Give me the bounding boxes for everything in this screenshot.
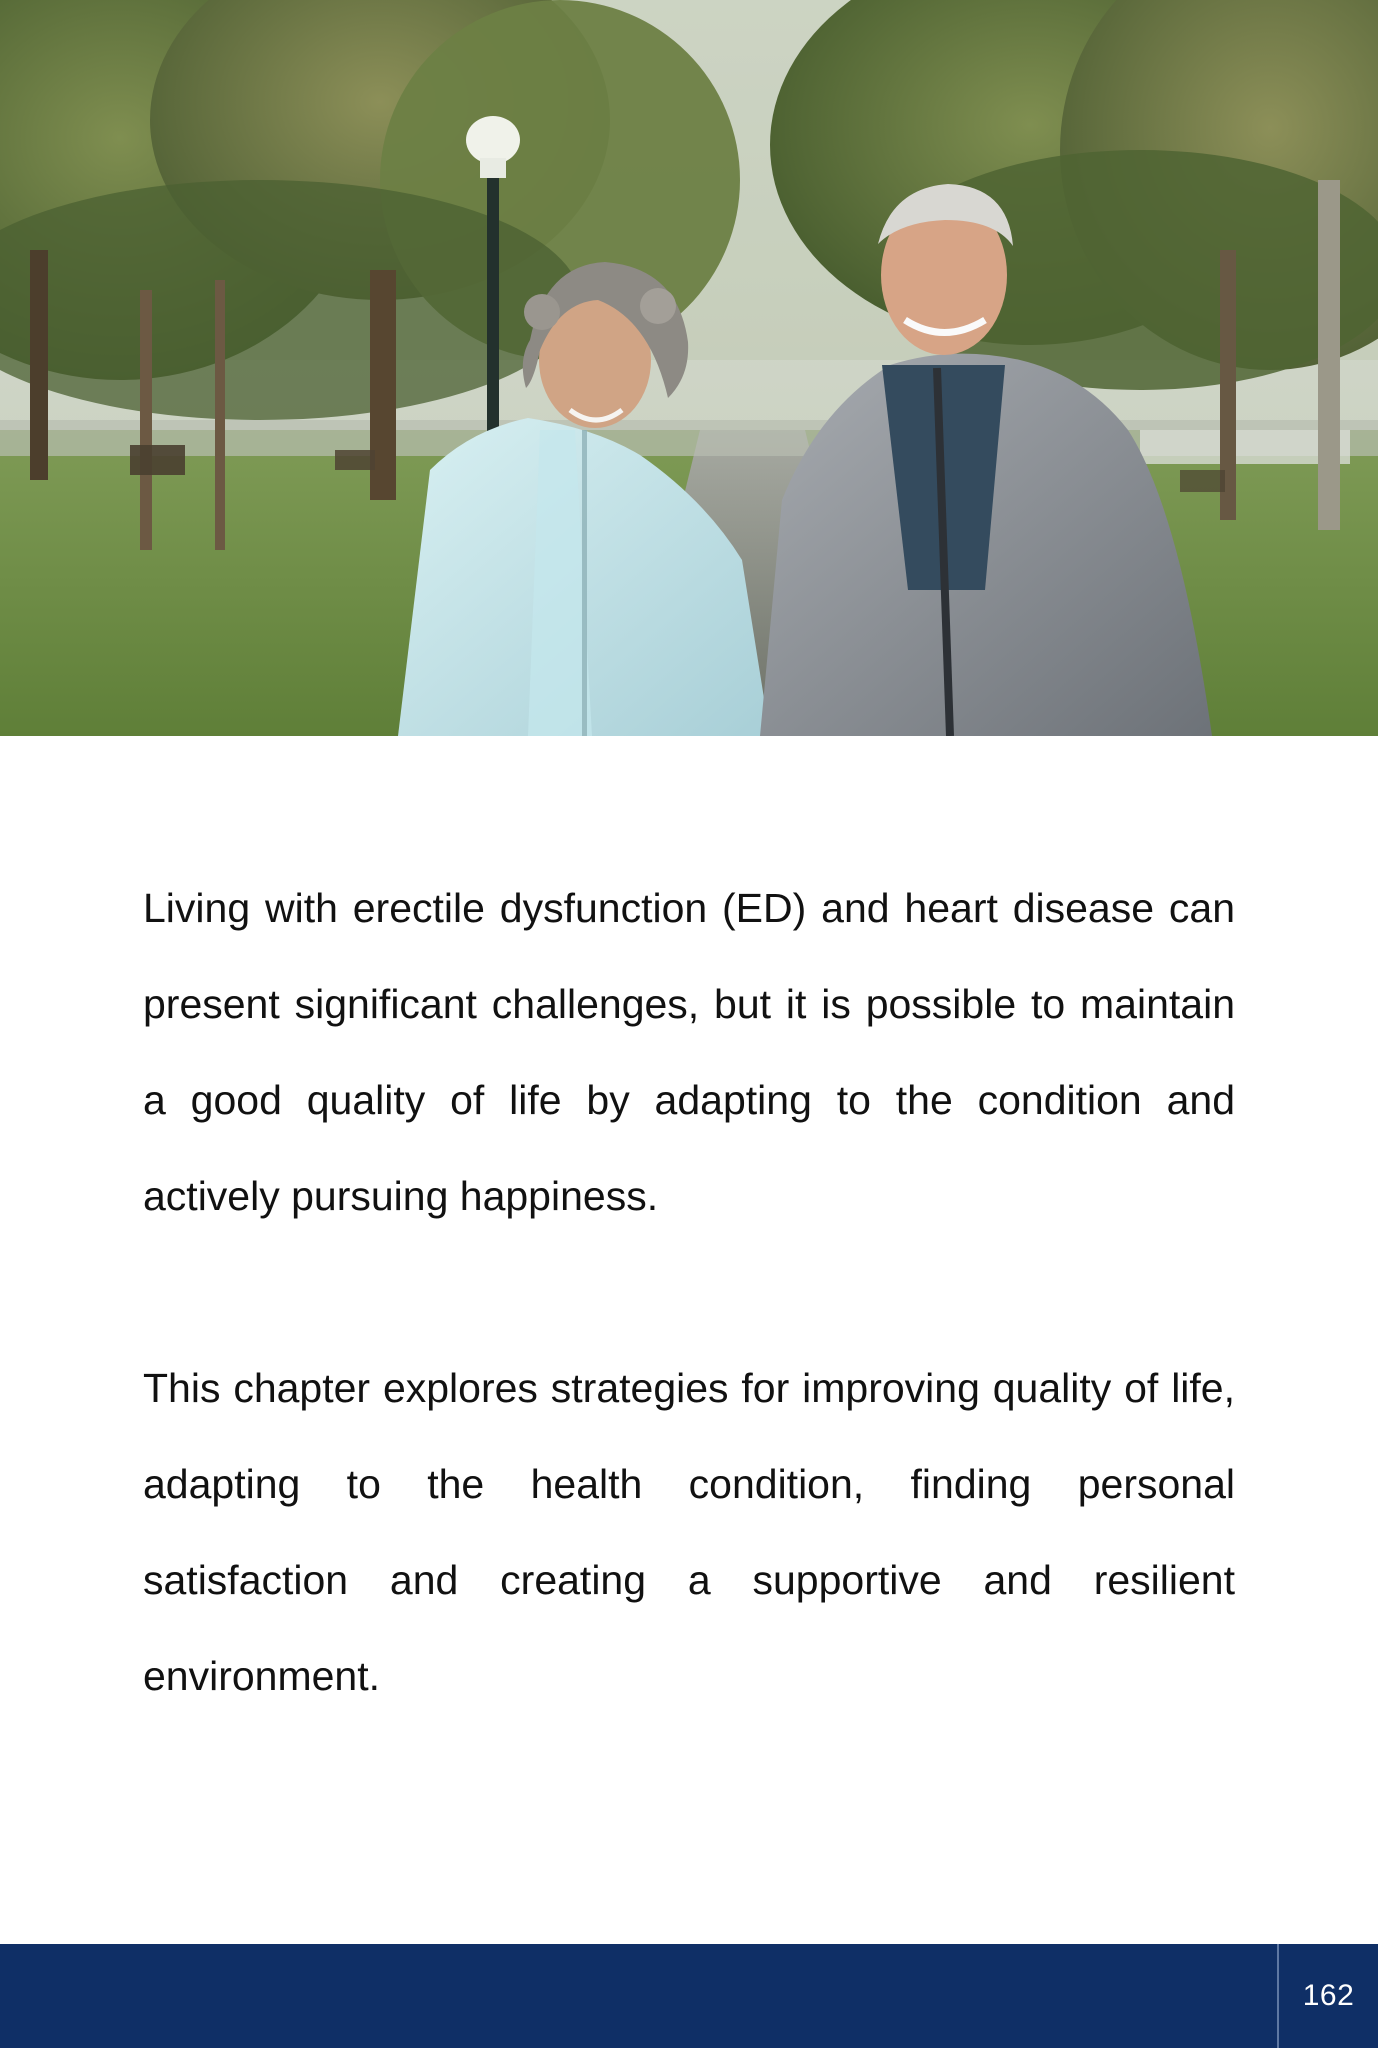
park-couple-photo [0,0,1378,736]
page-number: 162 [1302,1979,1355,2012]
body-text-section [143,860,1235,1820]
page-footer [0,1944,1378,2048]
intro-paragraph: Living with erectile dysfunction (ED) and heart disease can present significant challenges, but it is possible to maintain a good quality of life by adapting to the condition and actively pursuing happiness. [143,885,1235,1219]
hero-photo [0,0,1378,736]
chapter-overview-paragraph: This chapter explores strategies for improving quality of life, adapting to the health condition, finding personal satisfaction and creating a supportive and resilient environment. [143,1365,1235,1699]
